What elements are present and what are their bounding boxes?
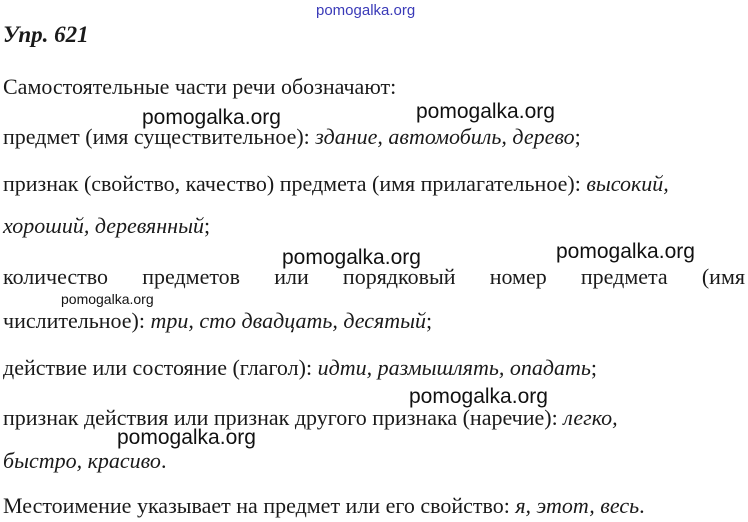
adverb-end: . <box>160 448 167 473</box>
adjective-end: ; <box>203 213 211 238</box>
verb-end: ; <box>590 355 598 380</box>
noun-line <box>3 124 581 150</box>
exercise-title: Упр. 621 <box>3 22 89 47</box>
watermark: pomogalka.org <box>61 291 154 307</box>
intro-line: Самостоятельные части речи обозначают: <box>3 74 397 99</box>
adverb-examples: легко, <box>563 405 618 430</box>
watermark: pomogalka.org <box>409 385 548 408</box>
verb-text: действие или состояние (глагол): <box>3 355 318 380</box>
adjective-line-cont <box>3 213 210 239</box>
adjective-line <box>3 171 669 197</box>
adjective-examples: высокий, <box>586 171 669 196</box>
adverb-text: признак действия или признак другого признака (наречие): <box>3 405 564 430</box>
numeral-end: ; <box>426 308 433 333</box>
pronoun-examples: я, этот, весь <box>515 493 640 518</box>
noun-text: предмет (имя существительное): <box>3 124 316 149</box>
header-watermark: pomogalka.org <box>316 2 416 19</box>
verb-line <box>3 355 597 381</box>
adjective-examples-cont: хороший, деревянный <box>3 213 204 238</box>
numeral-examples: три, сто двадцать, десятый <box>150 308 427 333</box>
watermark: pomogalka.org <box>416 100 555 123</box>
pronoun-line <box>3 493 645 519</box>
pronoun-text: Местоимение указывает на предмет или его свойство: <box>3 493 516 518</box>
verb-examples: идти, размышлять, опадать <box>317 355 591 380</box>
adverb-examples-cont: быстро, красиво <box>3 448 161 473</box>
numeral-line: количество предметов или порядковый номер предмета (имя <box>3 264 745 289</box>
noun-end: ; <box>574 124 581 149</box>
watermark: pomogalka.org <box>117 426 256 449</box>
pronoun-end: . <box>639 493 645 518</box>
watermark: pomogalka.org <box>556 240 695 263</box>
watermark: pomogalka.org <box>282 246 421 269</box>
numeral-line-cont <box>3 308 432 334</box>
watermark: pomogalka.org <box>142 106 281 129</box>
adverb-line-cont <box>3 448 166 474</box>
numeral-text: числительное): <box>3 308 151 333</box>
noun-examples: здание, автомобиль, дерево <box>315 124 575 149</box>
adjective-text: признак (свойство, качество) предмета (имя прилагательное): <box>3 171 587 196</box>
